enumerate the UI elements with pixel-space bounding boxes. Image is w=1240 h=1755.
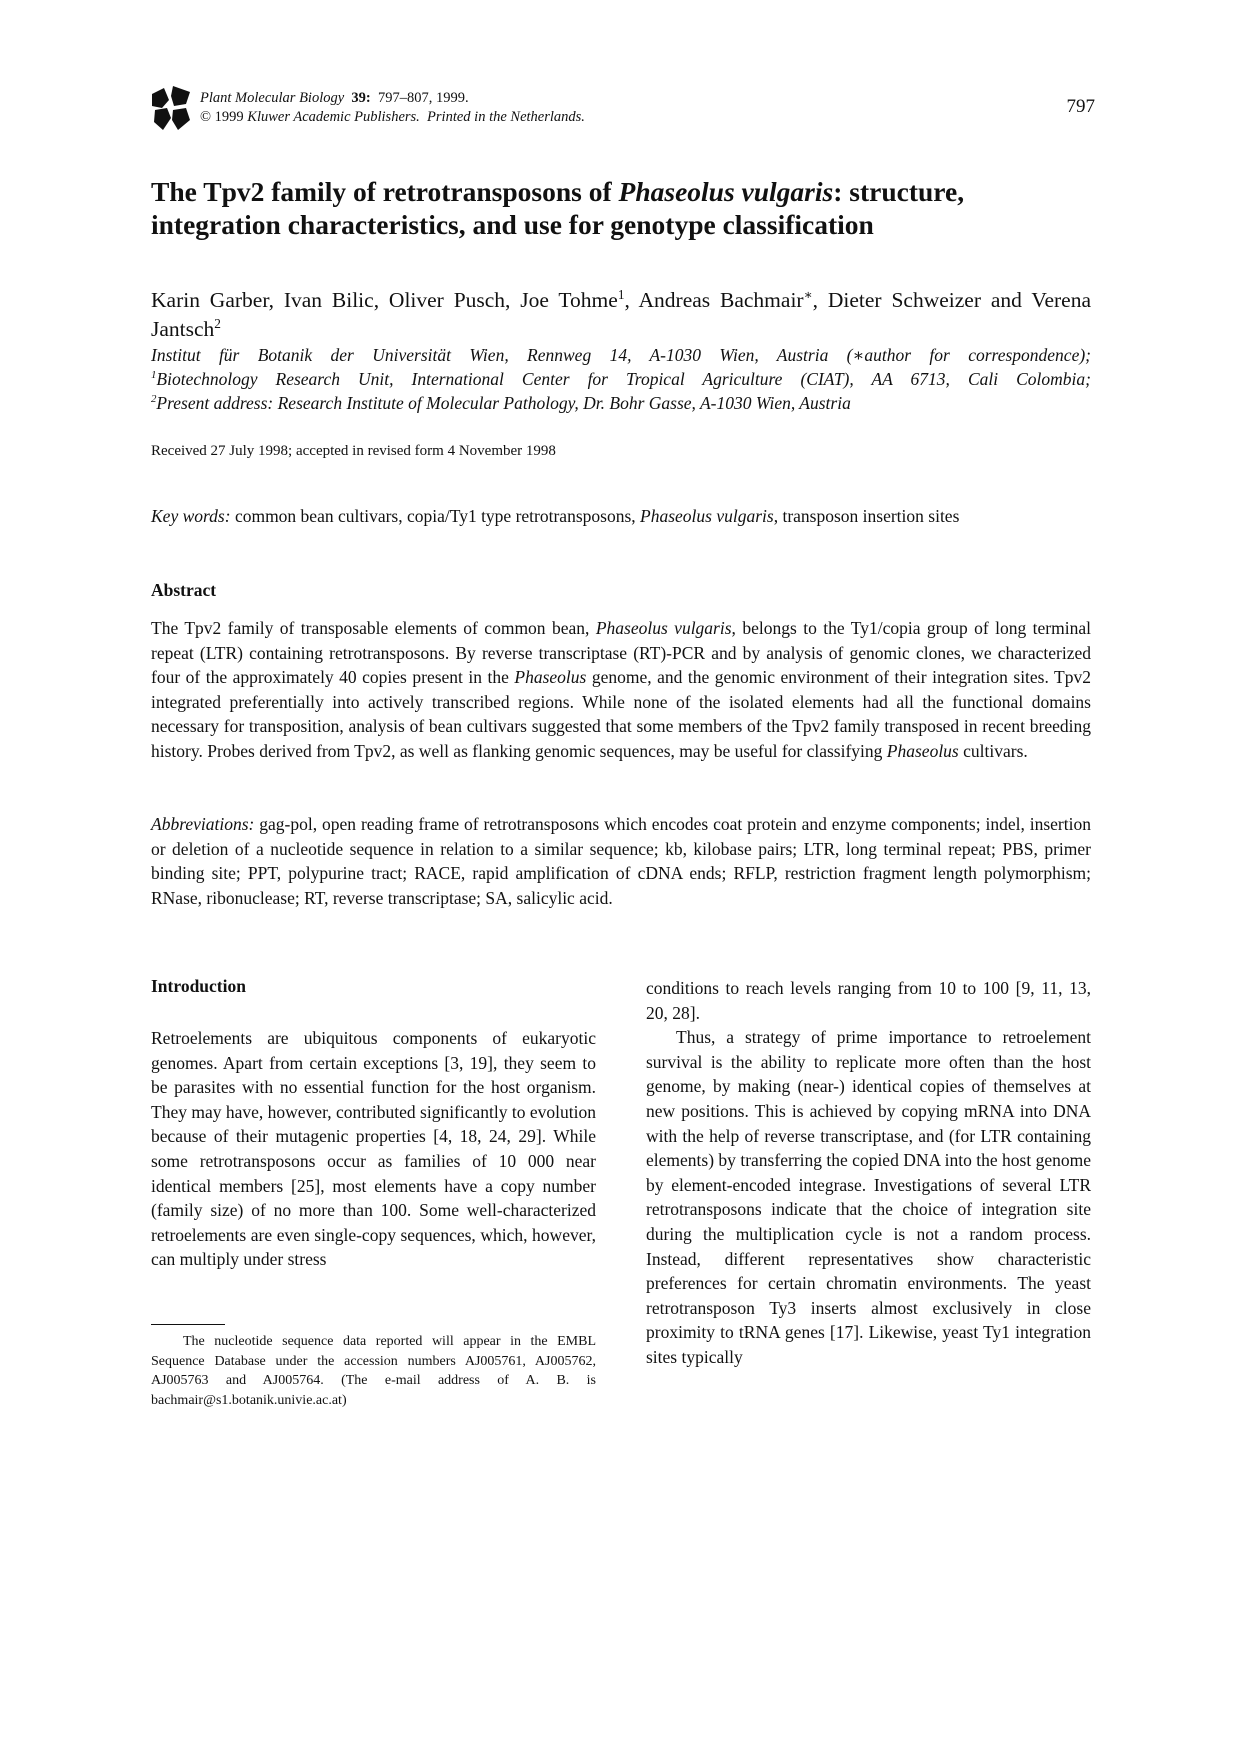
journal-volume: 39: bbox=[351, 90, 371, 106]
abstract-species-1: Phaseolus vulgaris bbox=[595, 618, 732, 638]
authors-part-1: Karin Garber, Ivan Bilic, Oliver Pusch, Joe Tohme bbox=[151, 288, 618, 312]
keywords bbox=[151, 506, 1091, 527]
journal-name: Plant Molecular Biology bbox=[200, 90, 345, 106]
abbreviations-text: gag-pol, open reading frame of retrotransposons which encodes coat protein and enzyme components; indel, insertion or deletion of a nucleotide sequence in relation to a similar sequence; kb, kilobase pairs; LTR, long terminal repeat; PBS, primer binding site; PPT, polypurine tract; RACE, rapid amplification of cDNA ends; RFLP, restriction fragment length polymorphism; RNase, ribonuclease; RT, reverse transcriptase; SA, salicylic acid. bbox=[151, 814, 1091, 908]
abstract-text bbox=[151, 616, 1091, 764]
author-sup-star: ∗ bbox=[803, 286, 813, 302]
introduction-paragraph-2: Thus, a strategy of prime importance to retroelement survival is the ability to replicate more often than the host genome, by making (near-) identical copies of themselves at new positions. This is achieved by copying mRNA into DNA with the help of reverse transcriptase, and (for LTR containing elements) by transferring the copied DNA into the host genome by element-encoded integrase. Investigations of several LTR retrotransposons indicate that the choice of integration site during the multiplication cycle is not a random process. Instead, different representatives show characteristic preferences for certain chromatin environments. The yeast retrotransposon Ty3 inserts almost exclusively in close proximity to tRNA genes [17]. Likewise, yeast Ty1 integration sites typically bbox=[646, 1027, 1091, 1367]
introduction-right-column bbox=[646, 976, 1091, 1370]
affiliation-3-sup: 2 bbox=[151, 393, 157, 406]
affiliation-2-text: Biotechnology Research Unit, International Center for Tropical Agriculture (CIAT), AA 6713, Cali Colombia; bbox=[156, 369, 1091, 389]
abstract-species-2: Phaseolus bbox=[514, 667, 587, 688]
title-species: Phaseolus vulgaris bbox=[618, 176, 834, 207]
introduction-left-column bbox=[151, 1026, 596, 1272]
authors-part-3: , Dieter Schweizer and Verena Jantsch bbox=[151, 288, 1092, 341]
author-list bbox=[151, 286, 1091, 344]
copyright-prefix: © 1999 bbox=[200, 109, 244, 125]
abstract-species-3: Phaseolus bbox=[886, 740, 959, 761]
abstract-text-4: cultivars. bbox=[958, 740, 1028, 761]
introduction-paragraph-1-cont: conditions to reach levels ranging from 10 to 100 [9, 11, 13, 20, 28]. bbox=[646, 978, 1091, 1023]
page-number: 797 bbox=[1066, 96, 1095, 117]
authors-part-2: , Andreas Bachmair bbox=[624, 288, 804, 312]
affiliation-3-text: Present address: Research Institute of Molecular Pathology, Dr. Bohr Gasse, A-1030 Wien, Austria bbox=[156, 393, 851, 413]
keywords-text-2: , transposon insertion sites bbox=[773, 506, 960, 526]
author-sup-2: 2 bbox=[214, 315, 221, 331]
journal-citation bbox=[200, 89, 585, 127]
affiliation-1: Institut für Botanik der Universität Wien, Rennweg 14, A-1030 Wien, Austria (∗author for correspondence); bbox=[151, 345, 1091, 365]
footnote bbox=[151, 1332, 596, 1410]
affiliation-3 bbox=[151, 393, 851, 413]
affiliation-2 bbox=[151, 367, 1091, 391]
affiliations bbox=[151, 343, 1091, 415]
affiliation-2-sup: 1 bbox=[151, 369, 157, 382]
author-sup-1: 1 bbox=[617, 286, 625, 302]
introduction-paragraph-1: Retroelements are ubiquitous components of eukaryotic genomes. Apart from certain exceptions [3, 19], they seem to be parasites with no essential function for the host organism. They may have, however, contributed significantly to evolution because of their mutagenic properties [4, 18, 24, 29]. While some retrotransposons occur as families of 10 000 near identical members [25], most elements have a copy number (family size) of no more than 100. Some well-characterized retroelements are even single-copy sequences, which, however, can multiply under stress bbox=[151, 1028, 596, 1270]
abbreviations-label: Abbreviations: bbox=[151, 814, 255, 834]
printed-location: Printed in the Netherlands. bbox=[427, 109, 585, 125]
journal-pages-year: 797–807, 1999. bbox=[378, 90, 469, 106]
abstract-text-2: , belongs to the Ty1/copia group of long terminal repeat (LTR) containing retrotransposons. By reverse transcriptase (RT)-PCR and by analysis of genomic clones, we characterized four of the approximately 40 copies present in the bbox=[151, 618, 1091, 688]
received-dates: Received 27 July 1998; accepted in revised form 4 November 1998 bbox=[151, 443, 556, 459]
title-part-2: : structure, integration characteristics, and use for genotype classification bbox=[151, 176, 965, 240]
abstract-text-1: The Tpv2 family of transposable elements of common bean, bbox=[151, 618, 596, 638]
abstract-heading: Abstract bbox=[151, 580, 217, 600]
paper-title bbox=[151, 175, 1091, 241]
abstract-text-3: genome, and the genomic environment of their integration sites. Tpv2 integrated preferentially into actively transcribed regions. While none of the isolated elements had all the functional domains necessary for transposition, analysis of bean cultivars suggested that some members of the Tpv2 family transposed in recent breeding history. Probes derived from Tpv2, as well as flanking genomic sequences, may be useful for classifying bbox=[151, 667, 1091, 761]
publisher-logo-icon bbox=[152, 86, 190, 130]
publisher-name: Kluwer Academic Publishers. bbox=[247, 109, 420, 125]
introduction-heading: Introduction bbox=[151, 976, 246, 996]
keywords-species: Phaseolus vulgaris bbox=[640, 506, 774, 526]
keywords-text-1: common bean cultivars, copia/Ty1 type retrotransposons, bbox=[230, 506, 641, 526]
abbreviations bbox=[151, 812, 1091, 910]
footnote-text: The nucleotide sequence data reported will appear in the EMBL Sequence Database under the accession numbers AJ005761, AJ005762, AJ005763 and AJ005764. (The e-mail address of A. B. is bachmair@s1.botanik.univie.ac.at) bbox=[151, 1334, 596, 1408]
title-part-1: The Tpv2 family of retrotransposons of bbox=[151, 176, 619, 207]
footnote-rule bbox=[151, 1324, 225, 1325]
keywords-label: Key words: bbox=[151, 506, 231, 526]
